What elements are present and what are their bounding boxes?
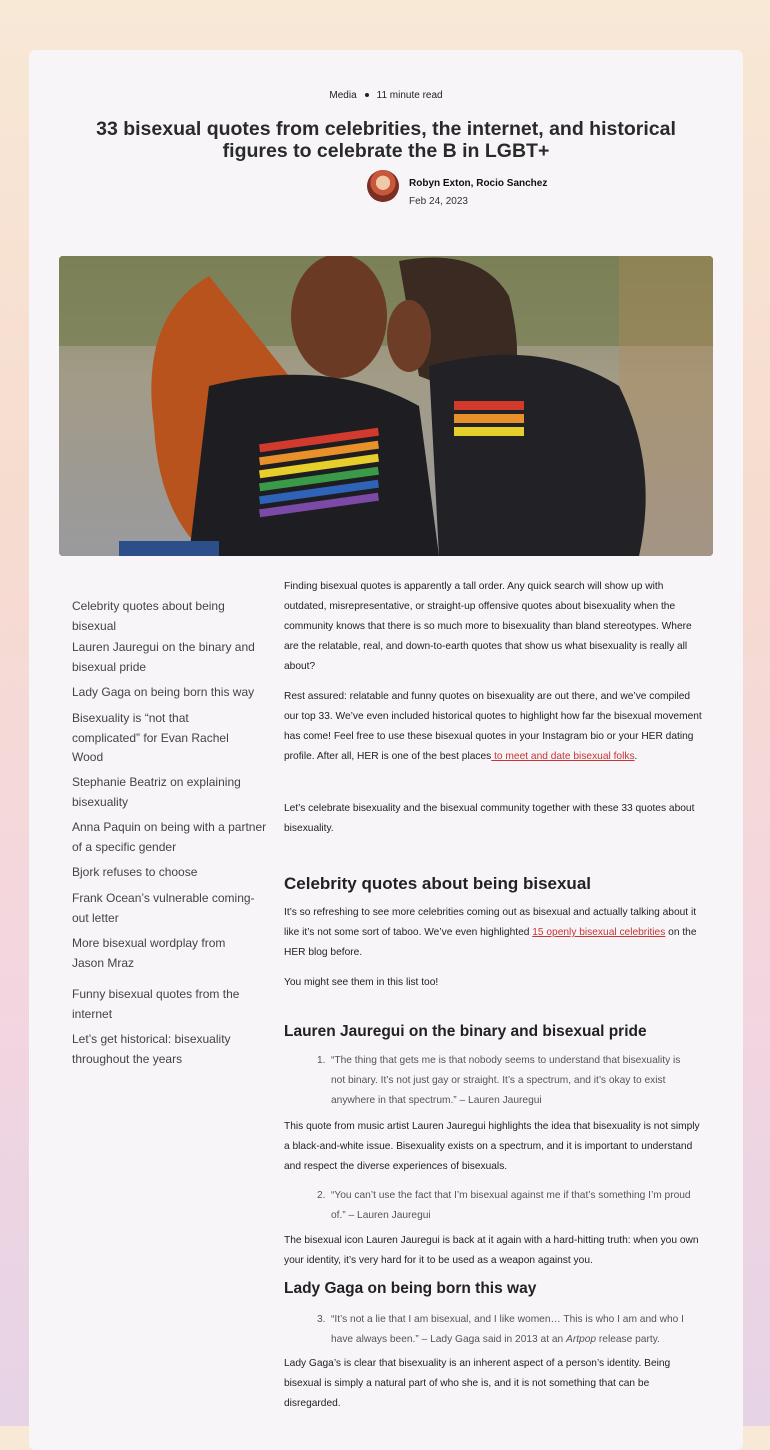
publish-date: Feb 24, 2023 [409,196,468,207]
celeb-text-end: on the HER blog before. [284,927,697,958]
quote-2 [317,1186,691,1226]
intro-2-text: Rest assured: relatable and funny quotes on bisexuality are out there, and we’ve compiled our top 33. We’ve even included historical quotes to highlight how far the bisexual movement has come! Feel free to use these bisexual quotes in your Instagram bio or your HER dating profile. After all, HER is one of the best places [284,691,702,762]
celeb-text: It’s so refreshing to see more celebrities coming out as bisexual and actually talking about it like it’s not some sort of taboo. We’ve even highlighted [284,907,697,938]
quote-text-end: release party. [596,1334,660,1345]
toc-item-stephanie[interactable]: Stephanie Beatriz on explaining bisexuality [72,775,241,809]
article-meta [29,90,743,101]
quote-text: “You can’t use the fact that I’m bisexual against me if that’s something I’m proud of.” – Lauren Jauregui [331,1190,691,1221]
intro-2-end: . [634,751,638,762]
bisexual-celebrities-link[interactable]: 15 openly bisexual celebrities [532,927,666,938]
quote-text: “The thing that gets me is that nobody seems to understand that bisexuality is not binary. It’s not just gay or straight. It’s a spectrum, and it’s okay to exist anywhere in that spectrum.” – Lauren Jauregui [331,1055,681,1106]
heading-gaga: Lady Gaga on being born this way [284,1280,537,1297]
heading-lauren: Lauren Jauregui on the binary and bisexual pride [284,1023,647,1040]
read-time: 11 minute read [376,90,443,101]
album-title: Artpop [566,1334,597,1345]
toc-item-evan[interactable]: Bisexuality is “not that complicated” for Evan Rachel Wood [72,711,229,764]
category-link[interactable]: Media [329,90,357,101]
toc-item-frank[interactable]: Frank Ocean’s vulnerable coming-out letter [72,891,255,925]
lauren-paragraph-2: The bisexual icon Lauren Jauregui is back at it again with a hard-hitting truth: when you own your identity, it’s very hard for it to be used as a weapon against you. [284,1235,699,1266]
celebrity-paragraph-2: You might see them in this list too! [284,977,439,988]
intro-paragraph-2 [284,687,704,767]
article-card [29,50,743,1450]
quote-number: 3. [317,1314,326,1325]
toc-item-anna[interactable]: Anna Paquin on being with a partner of a specific gender [72,820,267,854]
intro-paragraph-3: Let’s celebrate bisexuality and the bisexual community together with these 33 quotes about bisexuality. [284,803,695,834]
author-block [367,170,547,207]
quote-number: 1. [317,1055,326,1066]
intro-paragraph-1: Finding bisexual quotes is apparently a tall order. Any quick search will show up with outdated, misrepresentative, or straight-up offensive quotes about bisexuality when the community knows that there is so much more to bisexuality than bland stereotypes. Where are the relatable, real, and down-to-earth quotes that show us what bisexuality is really all about? [284,581,692,672]
author-names[interactable]: Robyn Exton, Rocio Sanchez [409,178,548,189]
quote-3 [317,1310,691,1350]
toc-item-jason[interactable]: More bisexual wordplay from Jason Mraz [72,936,226,970]
meet-bisexual-folks-link[interactable]: to meet and date bisexual folks [491,751,635,762]
quote-text: “It’s not a lie that I am bisexual, and I like women… This is who I am and who I have always been.” – Lady Gaga said in 2013 at an [331,1314,684,1345]
lauren-paragraph-1: This quote from music artist Lauren Jauregui highlights the idea that bisexuality is not simply a black-and-white issue. Bisexuality exists on a spectrum, and it is important to understand and respect the diverse experiences of bisexuals. [284,1121,700,1172]
toc-item-gaga[interactable]: Lady Gaga on being born this way [72,685,255,699]
hero-image [59,256,713,556]
toc-item-lauren[interactable]: Lauren Jauregui on the binary and bisexual pride [72,640,255,674]
gaga-paragraph-1: Lady Gaga’s is clear that bisexuality is an inherent aspect of a person’s identity. Being bisexual is simply a natural part of who she is, and it is not something that can be disregarded. [284,1358,671,1409]
quote-1 [317,1051,691,1111]
bullet-dot-icon [365,93,369,97]
toc-item-celebrity[interactable]: Celebrity quotes about being bisexual [72,599,225,633]
hero-photo-illustration [59,256,713,556]
page-title: 33 bisexual quotes from celebrities, the internet, and historical figures to celebrate the B in LGBT+ [96,118,676,162]
toc-item-historical[interactable]: Let’s get historical: bisexuality throughout the years [72,1032,231,1066]
quote-number: 2. [317,1190,326,1201]
toc-item-bjork[interactable]: Bjork refuses to choose [72,865,198,879]
heading-celebrity: Celebrity quotes about being bisexual [284,874,591,893]
avatar[interactable] [367,170,399,202]
toc-item-funny[interactable]: Funny bisexual quotes from the internet [72,987,240,1021]
celebrity-paragraph [284,903,704,963]
